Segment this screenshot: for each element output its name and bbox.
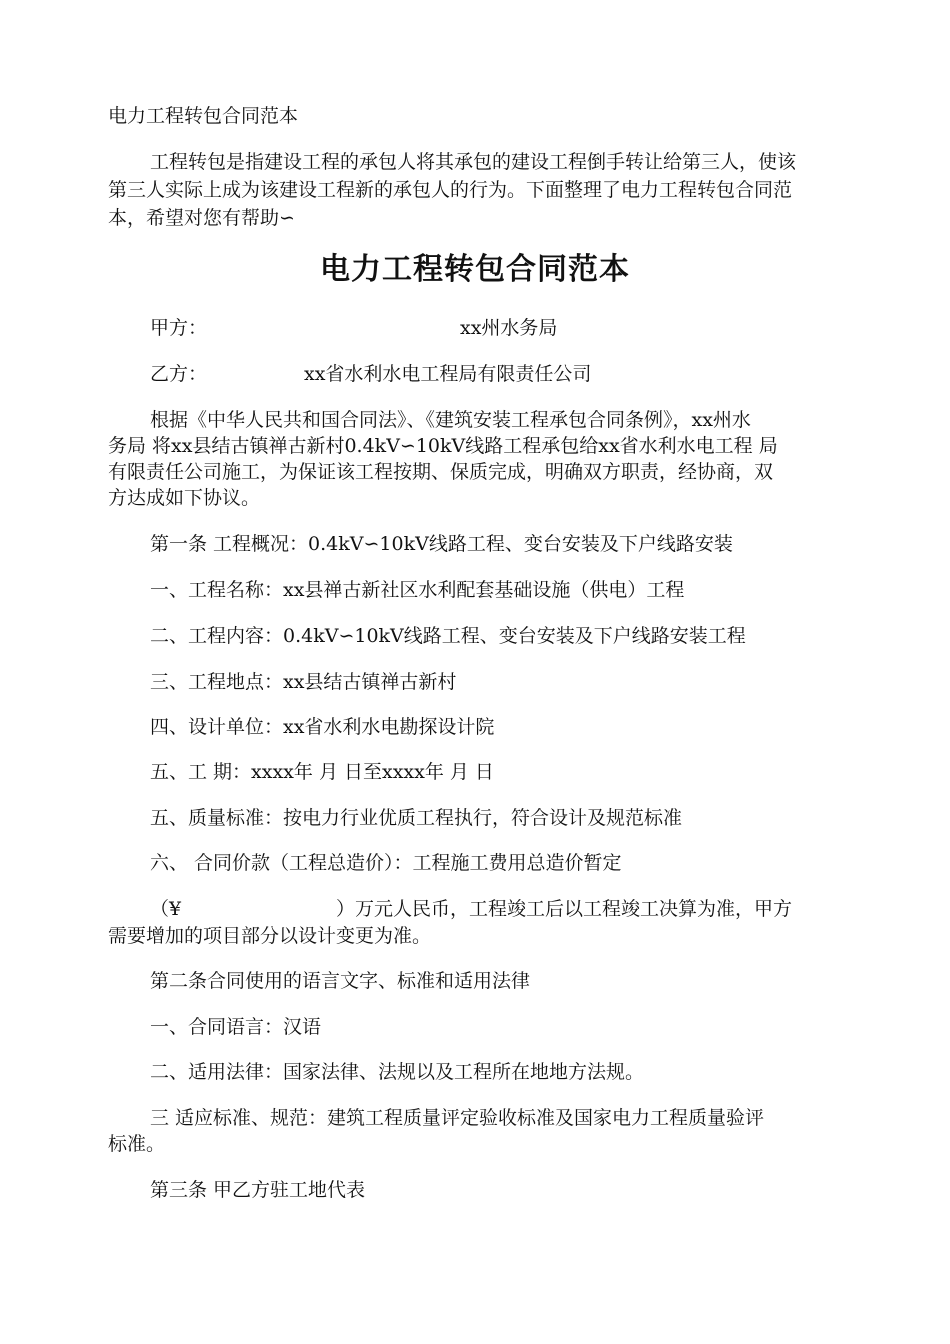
party-b-label: 乙方：: [150, 363, 208, 385]
article2-heading: 第二条合同使用的语言文字、标准和适用法律: [150, 970, 531, 992]
article2-item-3-line-2: 标准。: [108, 1133, 166, 1155]
preamble-line-1: 根据《中华人民共和国合同法》、《建筑安装工程承包合同条例》，xx州水: [150, 409, 751, 431]
article2-item-1: 一、合同语言：汉语: [150, 1016, 322, 1038]
party-a-label: 甲方：: [150, 317, 208, 339]
article2-item-2: 二、适用法律：国家法律、法规以及工程所在地地方法规。: [150, 1061, 645, 1083]
article1-item-3: 三、工程地点：xx县结古镇禅古新村: [150, 671, 457, 693]
intro-line-3: 本，希望对您有帮助∽: [108, 207, 295, 229]
party-b-value: xx省水利水电工程局有限责任公司: [304, 363, 592, 385]
preamble-line-3: 有限责任公司施工，为保证该工程按期、保质完成，明确双方职责，经协商，双: [108, 461, 774, 483]
preamble-line-2: 务局 将xx县结古镇禅古新村0.4kV∽10kV线路工程承包给xx省水利水电工程 局: [108, 435, 778, 457]
article1-item-6: 五、质量标准：按电力行业优质工程执行，符合设计及规范标准: [150, 807, 683, 829]
article1-heading: 第一条 工程概况：0.4kV∽10kV线路工程、变台安装及下户线路安装: [150, 533, 733, 555]
price-line-1: ）万元人民币，工程竣工后以工程竣工决算为准，甲方: [336, 898, 793, 920]
article2-item-3-line-1: 三 适应标准、规范：建筑工程质量评定验收标准及国家电力工程质量验评: [150, 1107, 765, 1129]
article1-item-1: 一、工程名称：xx县禅古新社区水利配套基础设施（供电）工程: [150, 579, 685, 601]
article1-item-7: 六、 合同价款（工程总造价）：工程施工费用总造价暂定: [150, 852, 622, 874]
party-a-value: xx州水务局: [460, 317, 558, 339]
preamble-line-4: 方达成如下协议。: [108, 487, 261, 509]
article1-item-5: 五、工 期：xxxx年 月 日至xxxx年 月 日: [150, 761, 494, 783]
article1-item-2: 二、工程内容：0.4kV∽10kV线路工程、变台安装及下户线路安装工程: [150, 625, 746, 647]
main-title: 电力工程转包合同范本: [320, 252, 630, 287]
article1-item-4: 四、设计单位：xx省水利水电勘探设计院: [150, 716, 495, 738]
intro-line-2: 第三人实际上成为该建设工程新的承包人的行为。下面整理了电力工程转包合同范: [108, 179, 793, 201]
article3-heading: 第三条 甲乙方驻工地代表: [150, 1179, 366, 1201]
doc-header-title: 电力工程转包合同范本: [108, 105, 299, 127]
intro-line-1: 工程转包是指建设工程的承包人将其承包的建设工程倒手转让给第三人，使该: [150, 151, 797, 173]
price-prefix: （¥: [150, 898, 182, 920]
price-line-2: 需要增加的项目部分以设计变更为准。: [108, 925, 432, 947]
